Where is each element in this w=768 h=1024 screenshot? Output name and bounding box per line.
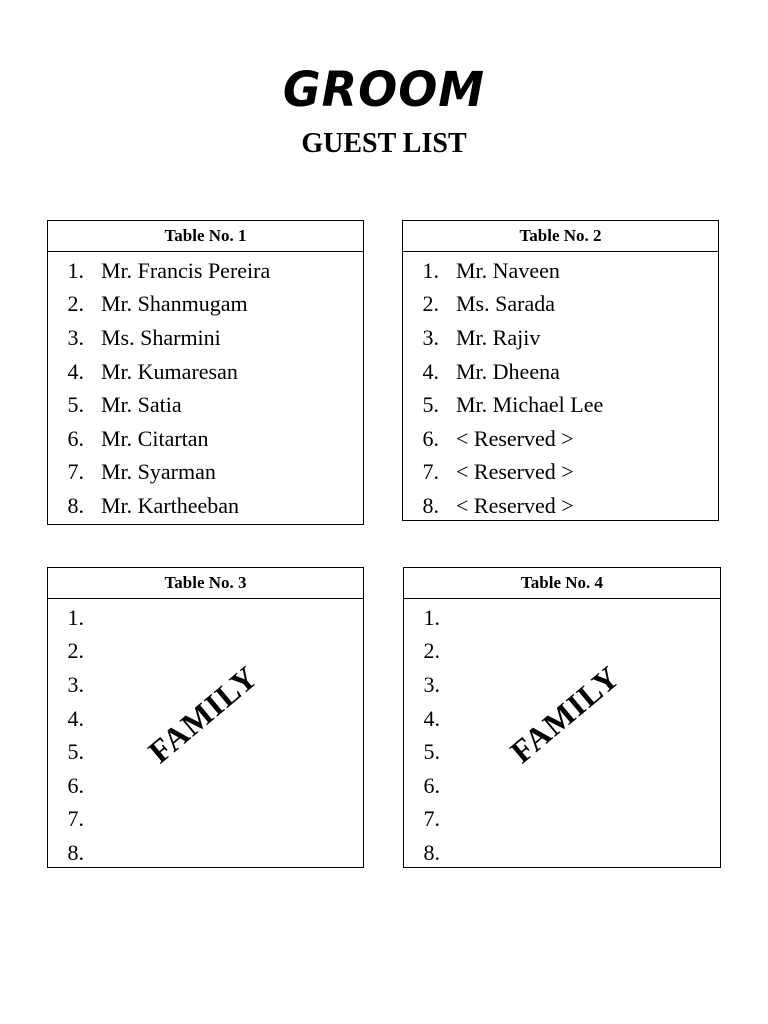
guest-number: 8. xyxy=(67,839,84,865)
guest-number: 4. xyxy=(67,358,84,384)
list-item xyxy=(403,355,718,389)
list-item xyxy=(403,254,718,288)
guest-number: 6. xyxy=(422,425,439,451)
family-stamp: FAMILY xyxy=(503,658,627,770)
guest-number: 5. xyxy=(67,739,84,765)
guest-number: 1. xyxy=(423,604,440,630)
list-item xyxy=(48,635,363,669)
guest-name: < Reserved > xyxy=(456,425,574,451)
guest-number: 8. xyxy=(67,492,84,518)
list-item xyxy=(403,321,718,355)
guest-number: 7. xyxy=(422,459,439,485)
guest-number: 5. xyxy=(422,392,439,418)
list-item xyxy=(403,422,718,456)
guest-number: 6. xyxy=(67,772,84,798)
guest-number: 3. xyxy=(67,324,84,350)
guest-name: < Reserved > xyxy=(456,459,574,485)
list-item xyxy=(48,254,363,288)
table-2-heading: Table No. 2 xyxy=(403,221,718,252)
guest-name: Mr. Rajiv xyxy=(456,324,541,350)
guest-name: Mr. Citartan xyxy=(101,425,209,451)
list-item xyxy=(48,321,363,355)
guest-number: 2. xyxy=(67,291,84,317)
table-1 xyxy=(47,220,364,525)
table-2-guest-list xyxy=(403,252,718,523)
guest-name: Mr. Syarman xyxy=(101,459,216,485)
guest-name: Mr. Naveen xyxy=(456,257,560,283)
guest-number: 2. xyxy=(67,638,84,664)
guest-number: 7. xyxy=(67,459,84,485)
list-item xyxy=(48,355,363,389)
guest-number: 6. xyxy=(423,772,440,798)
guest-number: 3. xyxy=(422,324,439,350)
guest-number: 5. xyxy=(67,392,84,418)
list-item xyxy=(48,388,363,422)
list-item xyxy=(403,388,718,422)
guest-number: 1. xyxy=(422,257,439,283)
list-item xyxy=(48,735,363,769)
list-item xyxy=(403,456,718,490)
list-item xyxy=(48,601,363,635)
guest-name: Mr. Francis Pereira xyxy=(101,257,271,283)
list-item xyxy=(403,489,718,523)
guest-name: Mr. Michael Lee xyxy=(456,392,604,418)
list-item xyxy=(48,288,363,322)
guest-name: < Reserved > xyxy=(456,492,574,518)
table-1-heading: Table No. 1 xyxy=(48,221,363,252)
family-stamp: FAMILY xyxy=(141,658,265,770)
table-4 xyxy=(403,567,721,868)
list-item xyxy=(48,422,363,456)
guest-number: 4. xyxy=(67,705,84,731)
guest-name: Mr. Dheena xyxy=(456,358,560,384)
table-3-heading: Table No. 3 xyxy=(48,568,363,599)
list-item xyxy=(404,803,720,837)
guest-number: 8. xyxy=(422,492,439,518)
guest-number: 7. xyxy=(423,806,440,832)
guest-number: 7. xyxy=(67,806,84,832)
guest-number: 1. xyxy=(67,257,84,283)
list-item xyxy=(403,288,718,322)
list-item xyxy=(404,601,720,635)
list-item xyxy=(404,635,720,669)
guest-number: 8. xyxy=(423,839,440,865)
page-title: GROOM xyxy=(282,60,486,118)
guest-number: 5. xyxy=(423,739,440,765)
page-subtitle: GUEST LIST xyxy=(301,128,467,159)
guest-name: Ms. Sarada xyxy=(456,291,555,317)
list-item xyxy=(48,769,363,803)
list-item xyxy=(48,456,363,490)
list-item xyxy=(48,803,363,837)
list-item xyxy=(48,489,363,523)
table-4-heading: Table No. 4 xyxy=(404,568,720,599)
guest-number: 2. xyxy=(422,291,439,317)
guest-number: 3. xyxy=(423,671,440,697)
guest-name: Ms. Sharmini xyxy=(101,324,221,350)
guest-number: 1. xyxy=(67,604,84,630)
list-item xyxy=(48,836,363,870)
guest-number: 3. xyxy=(67,671,84,697)
guest-name: Mr. Satia xyxy=(101,392,182,418)
guest-name: Mr. Kartheeban xyxy=(101,492,240,518)
list-item xyxy=(404,769,720,803)
table-2 xyxy=(402,220,719,521)
guest-name: Mr. Shanmugam xyxy=(101,291,248,317)
guest-number: 4. xyxy=(423,705,440,731)
guest-number: 2. xyxy=(423,638,440,664)
guest-number: 6. xyxy=(67,425,84,451)
guest-name: Mr. Kumaresan xyxy=(101,358,238,384)
guest-number: 4. xyxy=(422,358,439,384)
table-3 xyxy=(47,567,364,868)
table-1-guest-list xyxy=(48,252,363,523)
list-item xyxy=(404,836,720,870)
